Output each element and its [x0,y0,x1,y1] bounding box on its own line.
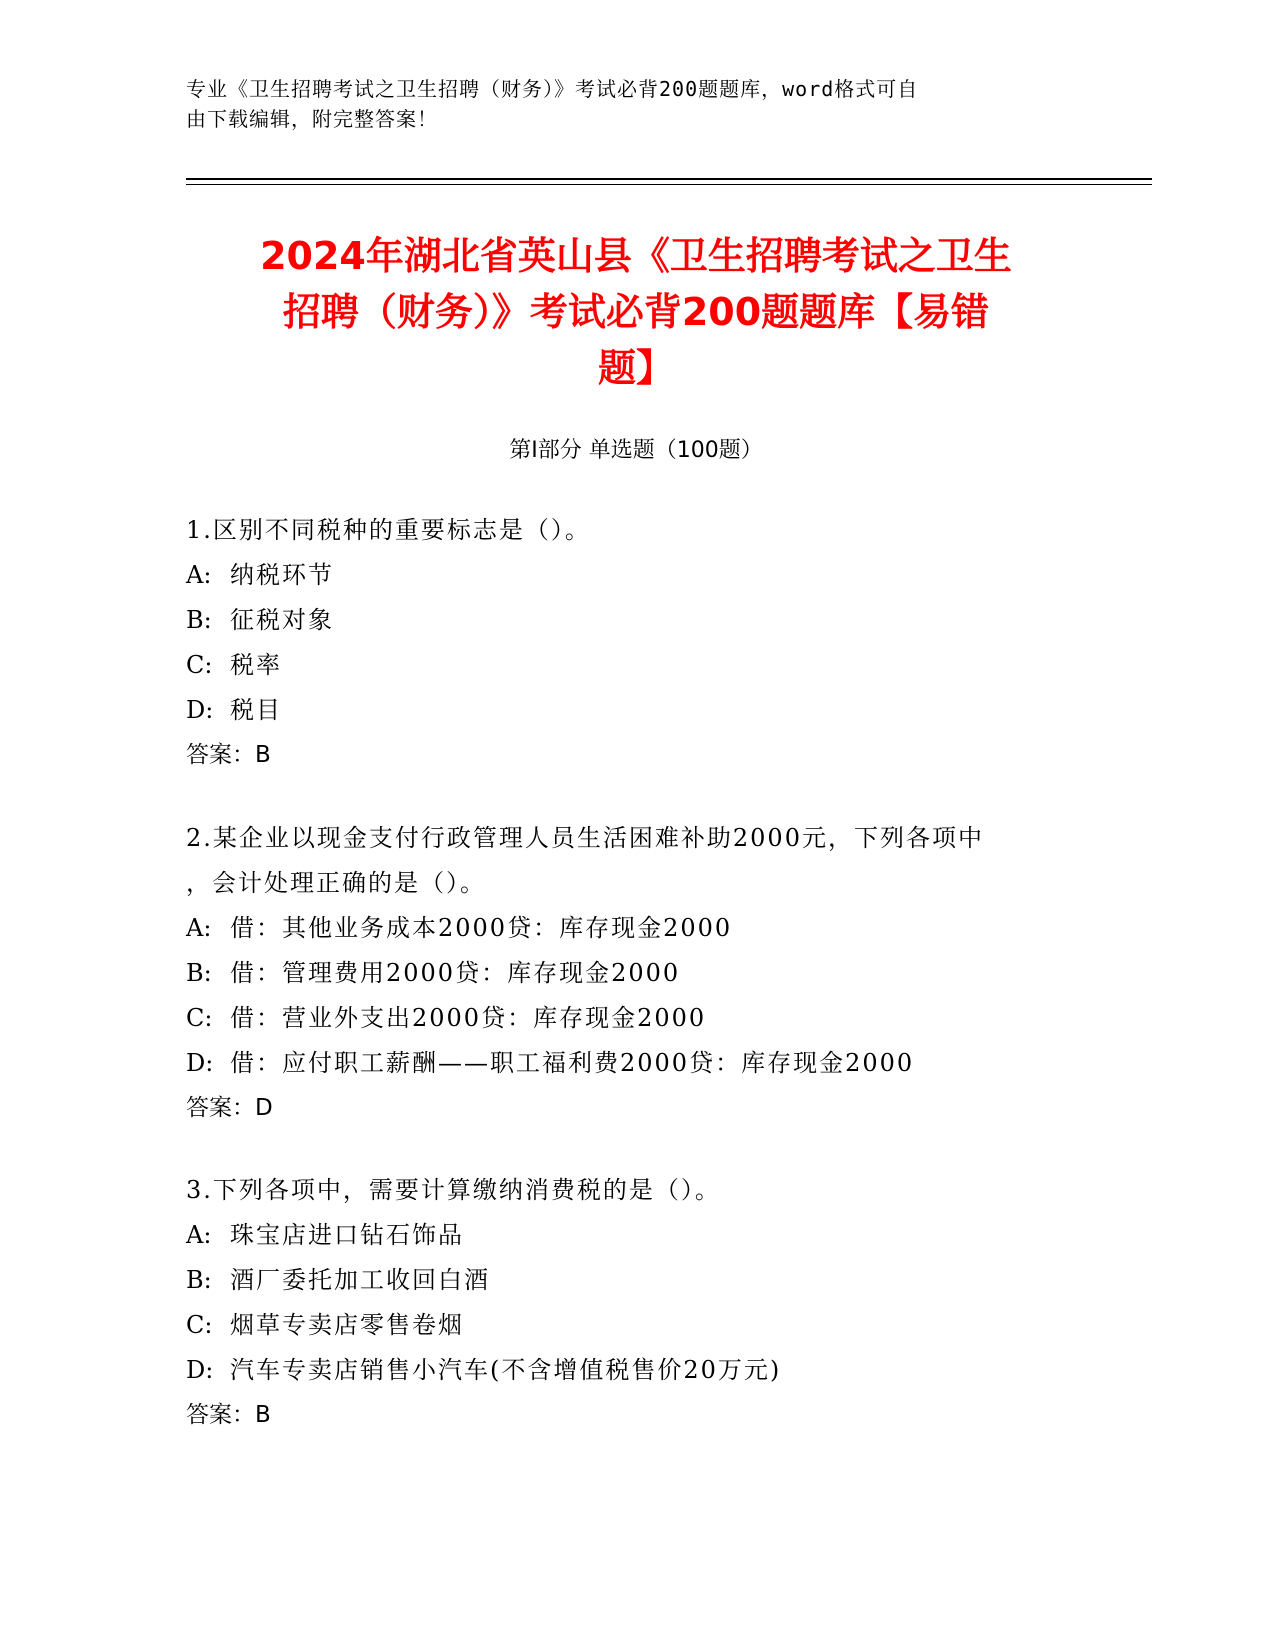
option-a [186,1213,1086,1258]
option-text: 纳税环节 [230,561,334,589]
option-text: 汽车专卖店销售小汽车(不含增值税售价20万元) [230,1356,782,1384]
option-letter: C: [186,1311,213,1339]
answer-line: 答案：B [186,742,271,768]
document-title-line-3: 题】 [597,346,674,390]
option-d [186,1348,1086,1393]
option-text: 借：营业外支出2000贷：库存现金2000 [230,1004,707,1032]
option-c [186,996,1086,1041]
header-divider-thin [186,184,1152,185]
option-c [186,1303,1086,1348]
option-text: 借：其他业务成本2000贷：库存现金2000 [230,914,733,942]
question-stem: 3.下列各项中，需要计算缴纳消费税的是（）。 [186,1176,721,1204]
option-d [186,1041,1086,1086]
option-letter: A: [186,561,212,589]
option-text: 借：管理费用2000贷：库存现金2000 [230,959,681,987]
option-text: 烟草专卖店零售卷烟 [230,1311,464,1339]
option-a [186,553,1086,598]
option-text: 酒厂委托加工收回白酒 [230,1266,490,1294]
section-heading: 第I部分 单选题（100题） [509,438,763,463]
option-letter: B: [186,959,212,987]
option-letter: A: [186,914,212,942]
question-stem-line-1: 2.某企业以现金支付行政管理人员生活困难补助2000元，下列各项中 [186,824,984,852]
option-a [186,906,1086,951]
answer-line: 答案：B [186,1402,271,1428]
option-letter: D: [186,1356,214,1384]
answer-line: 答案：D [186,1095,273,1121]
option-letter: A: [186,1221,212,1249]
option-b [186,951,1086,996]
option-text: 借：应付职工薪酬——职工福利费2000贷：库存现金2000 [230,1049,915,1077]
option-letter: B: [186,606,212,634]
option-text: 税目 [230,696,282,724]
option-letter: C: [186,1004,213,1032]
document-title-line-2: 招聘（财务）》考试必背200题题库【易错 [282,290,990,334]
option-letter: B: [186,1266,212,1294]
header-divider-thick [186,178,1152,180]
option-b [186,1258,1086,1303]
option-letter: D: [186,1049,214,1077]
question-stem: 1.区别不同税种的重要标志是（）。 [186,516,591,544]
header-note [186,74,1086,134]
question-3 [186,1168,1086,1438]
option-text: 征税对象 [230,606,334,634]
option-d [186,688,1086,733]
header-note-line-1: 专业《卫生招聘考试之卫生招聘（财务）》考试必背200题题库，word格式可自 [186,77,919,101]
option-text: 珠宝店进口钻石饰品 [230,1221,464,1249]
header-note-line-2: 由下载编辑，附完整答案！ [186,107,438,131]
question-2 [186,816,1086,1131]
document-title-line-1: 2024年湖北省英山县《卫生招聘考试之卫生 [260,234,1012,278]
question-1 [186,508,1086,778]
option-letter: D: [186,696,214,724]
option-c [186,643,1086,688]
document-title [186,228,1086,396]
question-stem-line-2: ，会计处理正确的是（）。 [186,869,486,897]
option-letter: C: [186,651,213,679]
option-text: 税率 [230,651,282,679]
option-b [186,598,1086,643]
